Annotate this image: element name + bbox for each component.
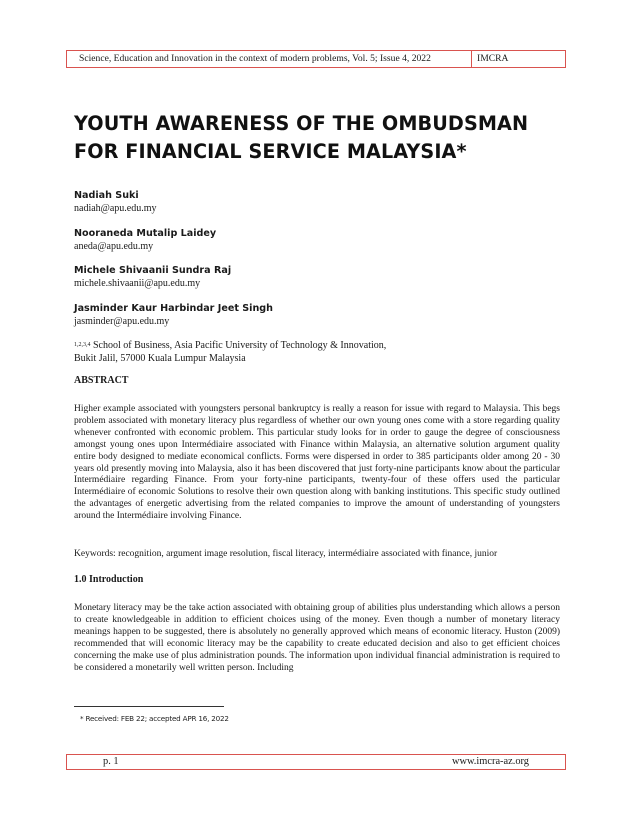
- affiliation-line-2: Bukit Jalil, 57000 Kuala Lumpur Malaysia: [74, 352, 246, 364]
- author-name: Nadiah Suki: [74, 190, 139, 201]
- page-footer: [66, 754, 566, 770]
- abstract-heading: ABSTRACT: [74, 375, 129, 386]
- publisher-name: IMCRA: [477, 53, 509, 64]
- author-name: Jasminder Kaur Harbindar Jeet Singh: [74, 303, 273, 314]
- affiliation-marks: 1,2,3,4: [74, 342, 91, 348]
- title-line-2: FOR FINANCIAL SERVICE MALAYSIA*: [74, 140, 467, 163]
- author-name: Nooraneda Mutalip Laidey: [74, 228, 217, 239]
- abstract-body: Higher example associated with youngsters personal bankruptcy is really a reason for issue with regard to Malaysia. This begs problem associated with monetary literacy plus regardless of whether our own young ones come with a store regarding quality whenever confronted with economic problem. This particular study looks for in order to gauge the degree of consciousness amongst young ones upon Intermédiaire associated with Finance within Malaysia, an alternative solution argument quality entire body designed to mediate economical conflicts. Forms were dispersed in order to 385 participants older among 20 - 30 years old presently moving into Malaysia, also it has been discovered that just forty-nine participants know about the particular Intermédiaire regarding Finance. From your forty-nine participants, twenty-four of these offers used the particular Intermédiaire of economic Solutions to resolve their own question along with banking institutions. This specific study outlined the advantages of energetic advertising from the related companies to improve the amount of understanding of youngsters around the Intermédiaire involving Finance.: [74, 404, 560, 522]
- author-email[interactable]: jasminder@apu.edu.my: [74, 316, 170, 327]
- author-email[interactable]: nadiah@apu.edu.my: [74, 203, 157, 214]
- author-block: [74, 189, 554, 215]
- footnote-divider: [74, 706, 224, 707]
- author-email[interactable]: aneda@apu.edu.my: [74, 241, 154, 252]
- affiliation-line-1: School of Business, Asia Pacific University of Technology & Innovation,: [93, 340, 387, 351]
- author-name: Michele Shivaanii Sundra Raj: [74, 265, 232, 276]
- publisher-website-link[interactable]: www.imcra-az.org: [451, 756, 529, 767]
- introduction-body: Monetary literacy may be the take action associated with obtaining group of abilities plus understanding which allows a person to create knowledgeable in addition to efficient choices using of the money. Even though a number of monetary literacy meanings happen to be suggested, there is absolutely no generally approved which means of economic literacy. Huston (2009) recommended that will economic literacy may be the capability to create educated decision and also to get efficient choices concerning the make use of plus administration pounds. The information upon individual financial administration is required to be considered a monetarily well written person. Including: [74, 603, 560, 673]
- author-block: [74, 227, 554, 253]
- paper-title: [74, 110, 574, 166]
- title-line-1: YOUTH AWARENESS OF THE OMBUDSMAN: [74, 112, 529, 135]
- author-email[interactable]: michele.shivaanii@apu.edu.my: [74, 278, 201, 289]
- author-block: [74, 264, 554, 290]
- keywords: Keywords: recognition, argument image resolution, fiscal literacy, intermédiaire associated with finance, junior: [74, 549, 498, 559]
- affiliation: [74, 340, 554, 365]
- footnote: * Received: FEB 22; accepted APR 16, 2022: [80, 714, 229, 723]
- journal-citation: Science, Education and Innovation in the context of modern problems, Vol. 5; Issue 4, 2022: [79, 53, 431, 64]
- author-block: [74, 302, 554, 328]
- page-number: p. 1: [103, 756, 119, 767]
- header-divider: [471, 51, 472, 67]
- section-heading-introduction: 1.0 Introduction: [74, 574, 144, 585]
- running-header: [66, 50, 566, 68]
